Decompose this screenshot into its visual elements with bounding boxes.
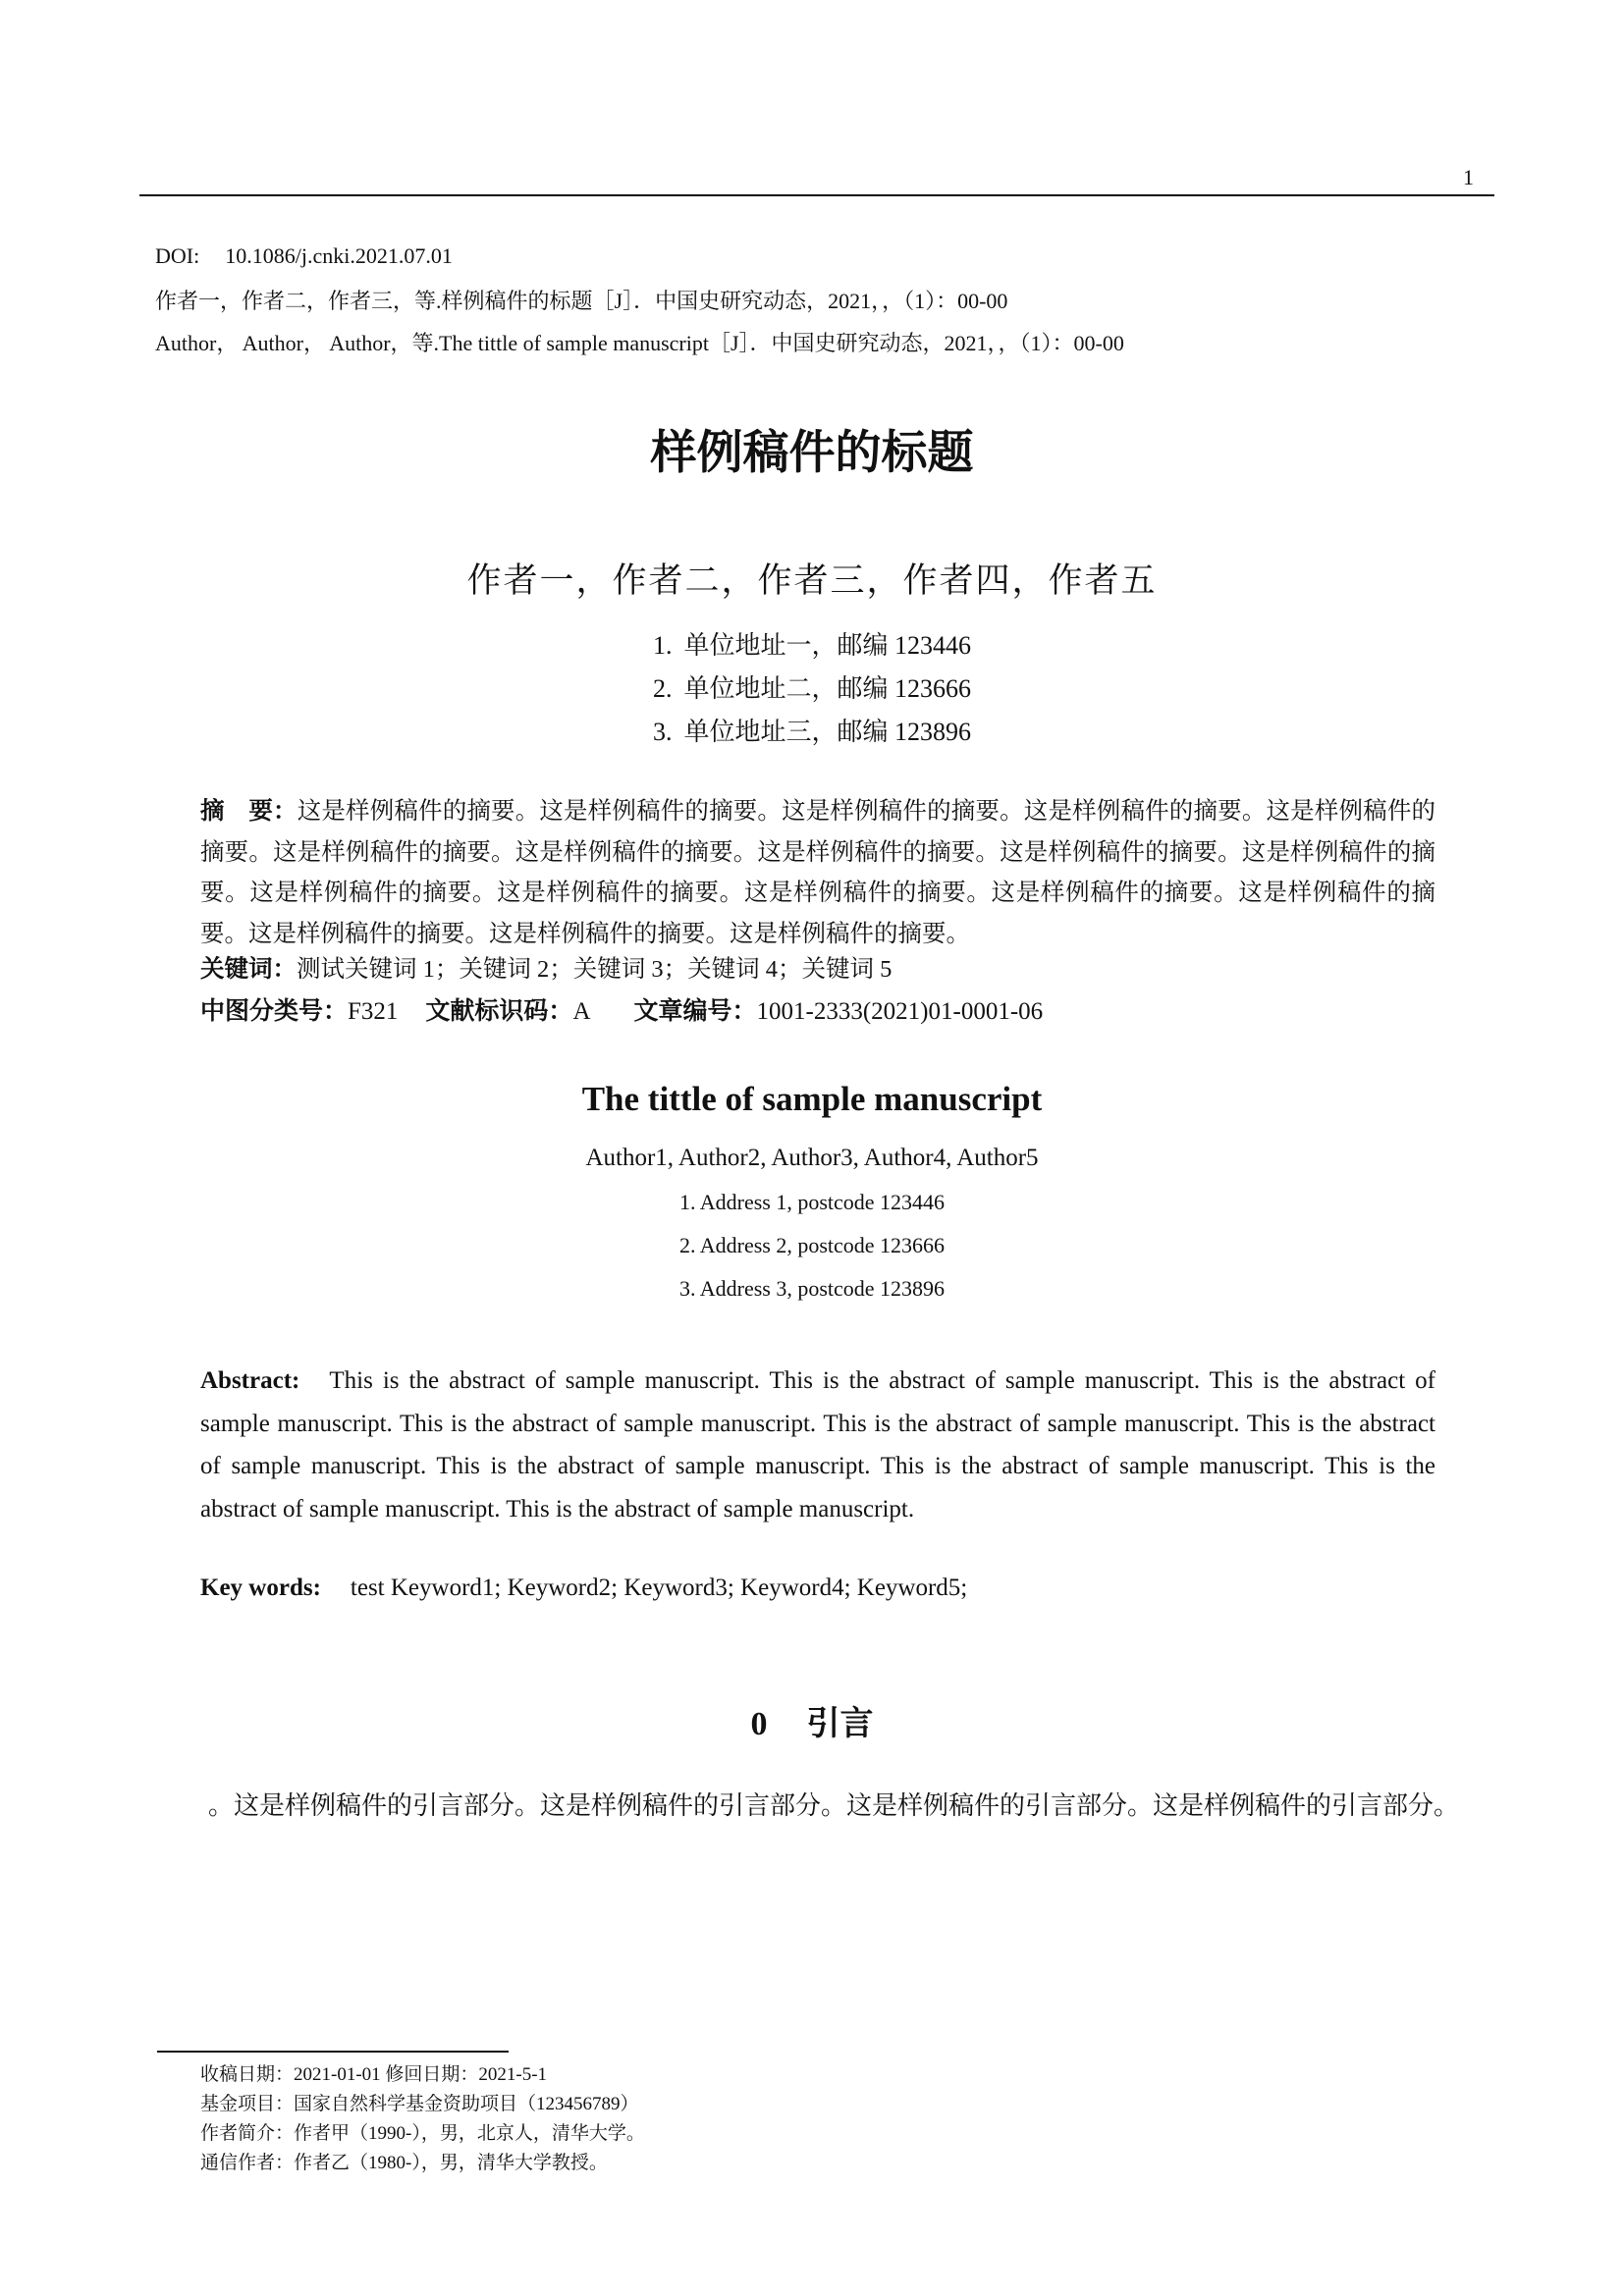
- paper-title-en: The tittle of sample manuscript: [581, 1080, 1043, 1118]
- header-rule: [139, 194, 1494, 196]
- article-no-value: 1001-2333(2021)01-0001-06: [756, 998, 1044, 1025]
- footnote-received: 收稿日期：2021-01-01 修回日期：2021-5-1: [200, 2064, 548, 2085]
- doc-code-label: 文献标识码：: [425, 996, 573, 1025]
- article-no-label: 文章编号：: [633, 996, 757, 1025]
- abstract-cn-label: 摘 要：: [200, 796, 298, 825]
- keywords-en-text: test Keyword1; Keyword2; Keyword3; Keyword4; Keyword5;: [350, 1575, 968, 1601]
- abstract-en-text: This is the abstract of sample manuscript. This is the abstract of sample manuscript. This is the abstract of sample manuscript. This is the abstract of sample manuscript. This is the abstract of sample manuscript. This is the abstract of sample manuscript. This is the abstract of sample manuscript. This is the abstract of sample manuscript. This is the abstract of sample manuscript. This is the abstract of sample manuscript.: [200, 1367, 1435, 1522]
- keywords-en: [200, 1575, 967, 1602]
- doi-label: DOI:: [155, 243, 200, 268]
- classification-line: [200, 991, 1043, 1027]
- clc-label: 中图分类号：: [200, 996, 349, 1025]
- intro-paragraph: 。这是样例稿件的引言部分。这是样例稿件的引言部分。这是样例稿件的引言部分。这是样例稿件的引言部分。: [208, 1791, 1460, 1820]
- abstract-cn: [200, 790, 1435, 954]
- keywords-cn-label: 关键词：: [200, 954, 297, 983]
- clc-value: F321: [348, 998, 399, 1025]
- section-heading: [0, 1696, 1624, 1744]
- section-title: 引言: [806, 1706, 874, 1742]
- abstract-cn-text: 这是样例稿件的摘要。这是样例稿件的摘要。这是样例稿件的摘要。这是样例稿件的摘要。这是样例稿件的摘要。这是样例稿件的摘要。这是样例稿件的摘要。这是样例稿件的摘要。这是样例稿件的摘要。这是样例稿件的摘要。这是样例稿件的摘要。这是样例稿件的摘要。这是样例稿件的摘要。这是样例稿件的摘要。这是样例稿件的摘要。这是样例稿件的摘要。这是样例稿件的摘要。这是样例稿件的摘要。: [200, 798, 1436, 947]
- abstract-en-label: Abstract:: [200, 1367, 300, 1394]
- authors-cn: 作者一，作者二，作者三，作者四，作者五: [466, 561, 1158, 600]
- keywords-cn-text: 测试关键词 1；关键词 2；关键词 3；关键词 4；关键词 5: [297, 956, 893, 983]
- footnote-corresponding: 通信作者：作者乙（1980-），男，清华大学教授。: [200, 2153, 608, 2173]
- authors-en: Author1, Author2, Author3, Author4, Author5: [585, 1145, 1039, 1171]
- footnote-rule: [157, 2051, 509, 2053]
- affiliation-en: 1. Address 1, postcode 123446: [678, 1190, 946, 1214]
- paper-title-cn: 样例稿件的标题: [650, 426, 974, 480]
- citation-cn: 作者一，作者二，作者三，等.样例稿件的标题［J］．中国史研究动态，2021，，（1）：00-00: [155, 289, 1008, 313]
- doi-line: [155, 243, 453, 269]
- abstract-en: [200, 1360, 1435, 1530]
- affiliation-en: 2. Address 2, postcode 123666: [678, 1233, 946, 1257]
- page-number: 1: [1463, 165, 1474, 189]
- footnote-author-bio: 作者简介：作者甲（1990-），男，北京人，清华大学。: [200, 2123, 645, 2144]
- keywords-en-label: Key words:: [200, 1575, 321, 1601]
- affiliation-cn: 2. 单位地址二，邮编 123666: [652, 674, 971, 703]
- citation-en: Author， Author， Author，等.The tittle of sample manuscript［J］．中国史研究动态，2021，，（1）：00-00: [155, 331, 1124, 355]
- doi-value[interactable]: 10.1086/j.cnki.2021.07.01: [225, 243, 453, 268]
- affiliation-en: 3. Address 3, postcode 123896: [678, 1276, 946, 1301]
- section-number: 0: [750, 1706, 768, 1742]
- keywords-cn: [200, 950, 892, 985]
- footnote-funding: 基金项目：国家自然科学基金资助项目（123456789）: [200, 2094, 639, 2114]
- affiliation-cn: 3. 单位地址三，邮编 123896: [652, 718, 971, 746]
- affiliation-cn: 1. 单位地址一，邮编 123446: [652, 631, 971, 660]
- doc-code-value: A: [572, 998, 591, 1025]
